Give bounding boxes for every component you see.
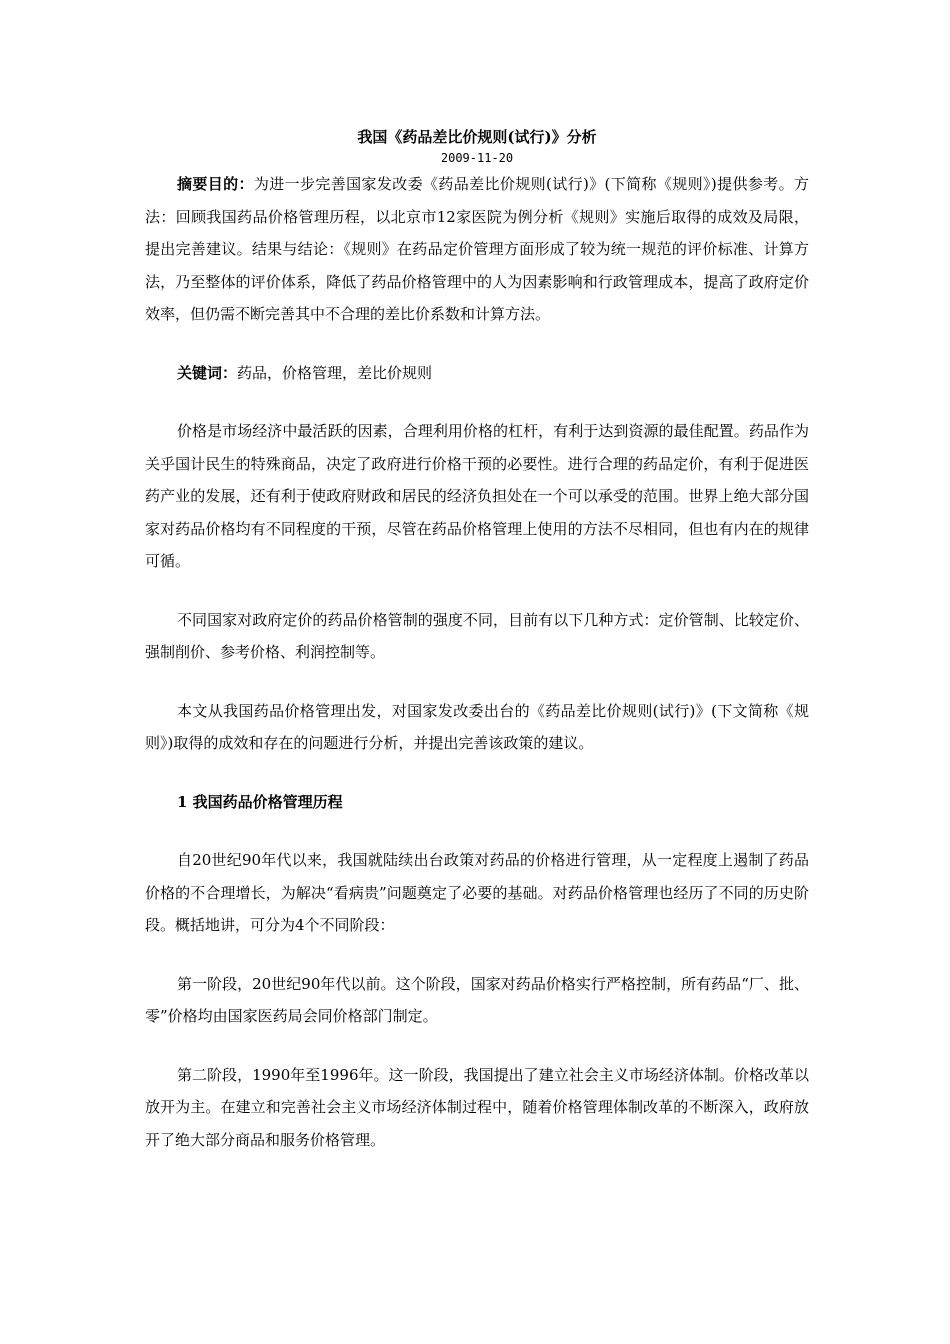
keywords-label: 关键词：: [177, 363, 238, 382]
body-paragraph-2: 不同国家对政府定价的药品价格管制的强度不同，目前有以下几种方式：定价管制、比较定价、强制削价、参考价格、利润控制等。: [145, 610, 809, 661]
abstract-label: 摘要目的：: [177, 175, 254, 193]
section-heading-1: 1 我国药品价格管理历程: [177, 792, 343, 811]
spacer: [145, 942, 809, 968]
spacer: [145, 331, 809, 357]
keywords-paragraph: [145, 357, 809, 390]
section1-paragraph-1: 自20世纪90年代以来，我国就陆续出台政策对药品的价格进行管理，从一定程度上遏制了药品价格的不合理增长，为解决“看病贵”问题奠定了必要的基础。对药品价格管理也经历了不同的历史阶段。概括地讲，可分为4个不同阶段：: [145, 851, 809, 934]
abstract-text: 为进一步完善国家发改委《药品差比价规则(试行)》(下简称《规则》)提供参考。方法：回顾我国药品价格管理历程，以北京市12家医院为例分析《规则》实施后取得的成效及局限，提出完善建议。结果与结论：《规则》在药品定价管理方面形成了较为统一规范的评价标准、计算方法，乃至整体的评价体系，降低了药品价格管理中的人为因素影响和行政管理成本，提高了政府定价效率，但仍需不断完善其中不合理的差比价系数和计算方法。: [145, 175, 809, 323]
document-body: [145, 124, 809, 1156]
spacer: [145, 669, 809, 695]
abstract-paragraph: [145, 168, 809, 331]
body-paragraph-1: 价格是市场经济中最活跃的因素，合理利用价格的杠杆，有利于达到资源的最佳配置。药品作为关乎国计民生的特殊商品，决定了政府进行价格干预的必要性。进行合理的药品定价，有利于促进医药产业的发展，还有利于使政府财政和居民的经济负担处在一个可以承受的范围。世界上绝大部分国家对药品价格均有不同程度的干预，尽管在药品价格管理上使用的方法不尽相同，但也有内在的规律可循。: [145, 422, 809, 570]
spacer: [145, 389, 809, 415]
section1-paragraph-2: 第一阶段，20世纪90年代以前。这个阶段，国家对药品价格实行严格控制，所有药品“厂、批、零”价格均由国家医药局会同价格部门制定。: [145, 974, 809, 1025]
body-paragraph-3: 本文从我国药品价格管理出发，对国家发改委出台的《药品差比价规则(试行)》(下文简称《规则》)取得的成效和存在的问题进行分析，并提出完善该政策的建议。: [145, 701, 809, 752]
spacer: [145, 760, 809, 786]
spacer: [145, 818, 809, 844]
document-title: 我国《药品差比价规则(试行)》分析: [357, 128, 597, 146]
spacer: [145, 578, 809, 604]
document-date: 2009-11-20: [440, 151, 514, 165]
spacer: [145, 1033, 809, 1059]
keywords-text: 药品，价格管理，差比价规则: [237, 363, 433, 382]
section1-paragraph-3: 第二阶段，1990年至1996年。这一阶段，我国提出了建立社会主义市场经济体制。价格改革以放开为主。在建立和完善社会主义市场经济体制过程中，随着价格管理体制改革的不断深入，政府放开了绝大部分商品和服务价格管理。: [145, 1065, 809, 1149]
